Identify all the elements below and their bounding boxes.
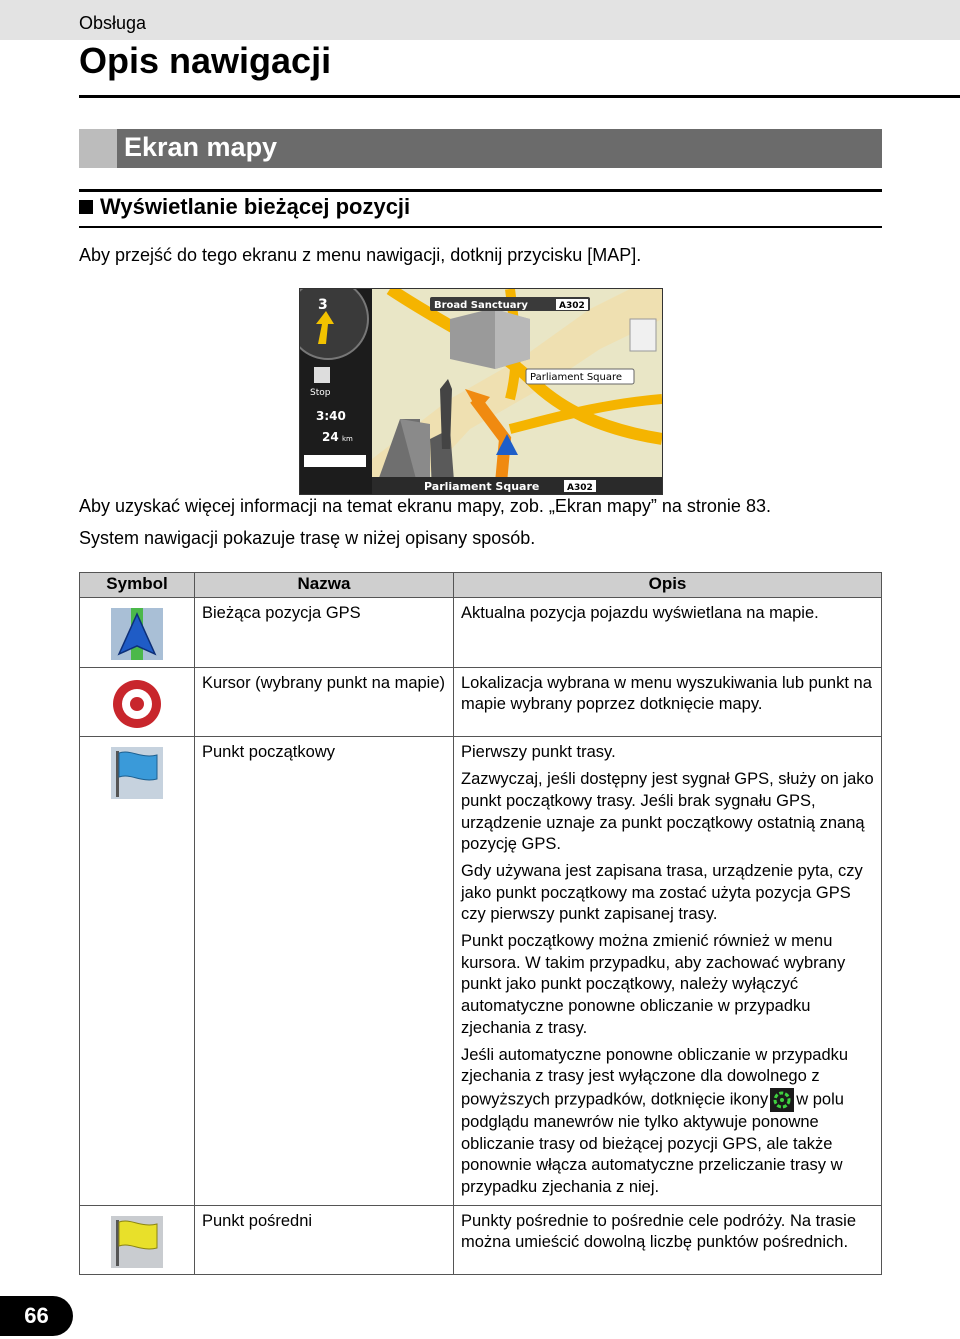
section-band-title: Ekran mapy — [124, 132, 278, 162]
yellow-waypoint-flag-icon — [111, 1216, 163, 1268]
map-street-top: Broad Sanctuary — [434, 300, 528, 311]
map-label-parliament: Parliament Square — [530, 372, 623, 383]
table-row — [80, 667, 882, 737]
header-symbol: Symbol — [80, 573, 195, 598]
table-row — [80, 1205, 882, 1275]
symbol-cell — [80, 1205, 195, 1275]
page-title: Opis nawigacji — [79, 40, 332, 81]
name-cell: Kursor (wybrany punkt na mapie) — [195, 667, 454, 737]
symbol-cell — [80, 667, 195, 737]
name-cell: Bieżąca pozycja GPS — [195, 598, 454, 668]
name-cell: Punkt początkowy — [195, 737, 454, 1205]
table-row — [80, 737, 882, 1205]
symbol-cell — [80, 598, 195, 668]
square-bullet-icon — [79, 200, 93, 214]
desc-paragraph: Punkt początkowy można zmienić również w menu kursora. W takim przypadku, aby zachować wybrany punkt jako punkt początkowy, należy wyłączyć automatyczne ponowne obliczanie w przypadku zjechania z trasy. — [461, 932, 846, 1037]
map-maneuver-distance: 3 — [318, 297, 328, 313]
subheading-rule-top — [79, 189, 882, 192]
subheading-text: Wyświetlanie bieżącej pozycji — [100, 194, 411, 219]
desc-paragraph: Pierwszy punkt trasy. — [461, 743, 616, 762]
desc-cell — [454, 667, 882, 737]
map-road-top: A302 — [559, 301, 585, 311]
desc-cell — [454, 737, 882, 1205]
desc-paragraph: Aktualna pozycja pojazdu wyświetlana na mapie. — [461, 604, 819, 622]
gps-position-arrow-icon — [111, 608, 163, 660]
intro-text: Aby przejść do tego ekranu z menu nawigacji, dotknij przycisku [MAP]. — [79, 245, 642, 265]
subheading-rule-bottom — [79, 226, 882, 228]
desc-paragraph: Zazwyczaj, jeśli dostępny jest sygnał GPS, służy on jako punkt początkowy trasy. Jeśli brak sygnału GPS, urządzenie uznaje za punkt początkowy ostatnią znaną pozycję GPS. — [461, 770, 874, 854]
table-row — [80, 598, 882, 668]
blue-start-flag-icon — [111, 747, 163, 799]
header-desc: Opis — [454, 573, 882, 598]
map-street-bottom: Parliament Square — [424, 480, 540, 493]
map-road-bottom: A302 — [567, 483, 593, 493]
section-label: Obsługa — [79, 13, 147, 33]
desc-text-before-icon: Jeśli automatyczne ponowne obliczanie w przypadku zjechania z trasy jest wyłączone dla dowolnego z powyższych przypadków, dotknięcie ikony — [461, 1045, 849, 1109]
subheading — [79, 194, 410, 220]
desc-paragraph: Gdy używana jest zapisana trasa, urządzenie pyta, czy jako punkt początkowy ma zostać użyta pozycja GPS czy pierwszy punkt zapisanej trasy. — [461, 861, 863, 924]
page-number: 66 — [0, 1296, 73, 1336]
desc-cell — [454, 1205, 882, 1275]
map-screenshot — [299, 288, 663, 495]
map-distance: 24 — [322, 430, 339, 444]
recalculate-route-icon — [770, 1088, 794, 1112]
more-info-text: Aby uzyskać więcej informacji na temat ekranu mapy, zob. „Ekran mapy” na stronie 83. — [79, 496, 771, 516]
desc-text-after-icon: w polu podglądu manewrów nie tylko aktywuje ponowne obliczanie trasy od bieżącej pozycji GPS, ale także ponownie włącza automatyczne przeliczanie trasy w przypadku zjechania z niej. — [461, 1090, 844, 1197]
route-intro-text: System nawigacji pokazuje trasę w niżej opisany sposób. — [79, 528, 536, 548]
map-distance-unit: km — [342, 435, 353, 443]
cursor-target-icon — [111, 678, 163, 730]
desc-paragraph — [461, 1045, 875, 1199]
name-cell: Punkt pośredni — [195, 1205, 454, 1275]
map-time: 3:40 — [316, 409, 346, 423]
desc-paragraph: Punkty pośrednie to pośrednie cele podróży. Na trasie można umieścić dowolną liczbę punktów pośrednich. — [461, 1211, 857, 1252]
section-band — [79, 129, 882, 168]
section-band-accent — [79, 129, 117, 168]
symbol-table — [79, 572, 882, 1275]
map-stop-label: Stop — [310, 388, 331, 398]
title-rule — [79, 95, 960, 98]
header-name: Nazwa — [195, 573, 454, 598]
table-header-row — [80, 573, 882, 598]
symbol-cell — [80, 737, 195, 1205]
desc-paragraph: Lokalizacja wybrana w menu wyszukiwania lub punkt na mapie wybrany poprzez dotknięcie mapy. — [461, 673, 872, 714]
desc-cell — [454, 598, 882, 668]
